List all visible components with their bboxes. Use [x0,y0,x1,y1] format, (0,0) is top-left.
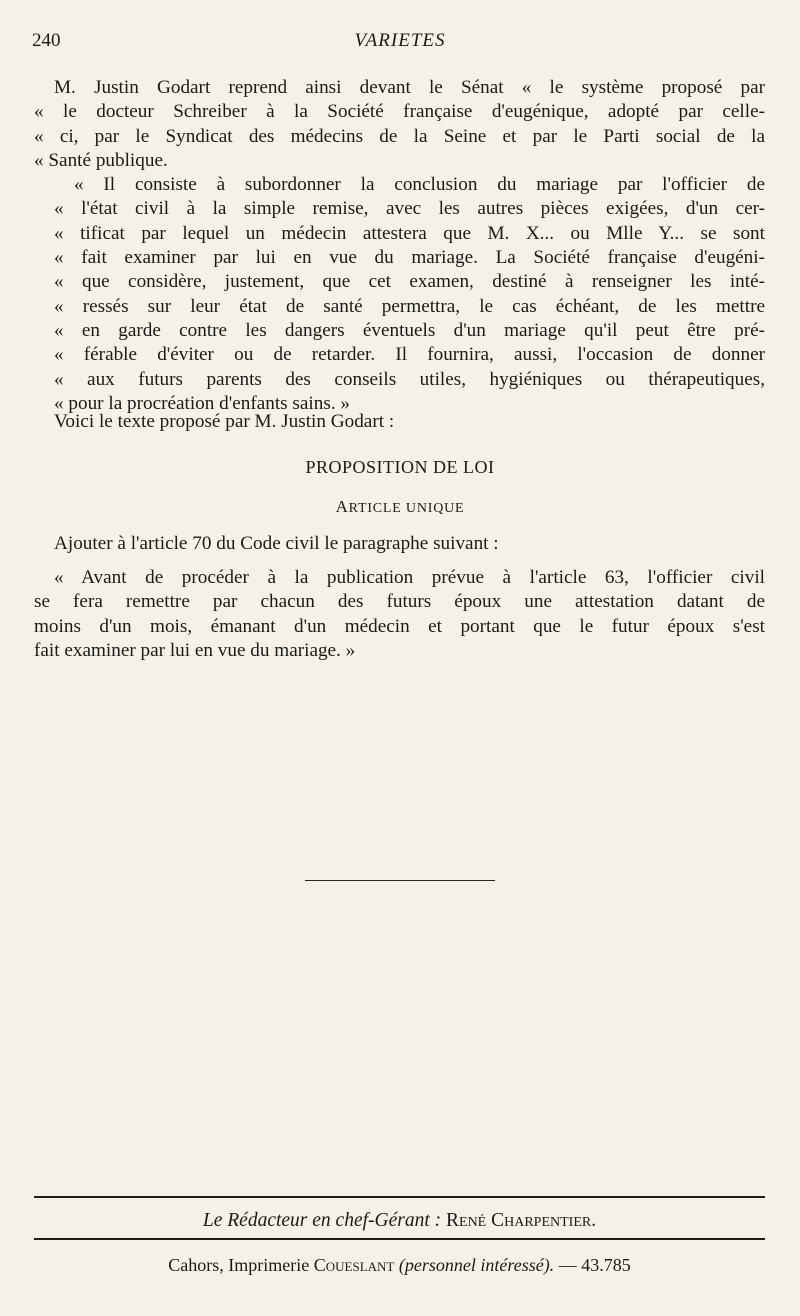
text-line: « Avant de procéder à la publication prévue à l'article 63, l'officier civil [54,567,765,588]
editor-credit [34,1210,765,1232]
paragraph-2 [34,173,765,416]
printer-name: Coueslant [313,1255,395,1275]
text-line: « le docteur Schreiber à la Société française d'eugénique, adopté par celle- [34,101,765,123]
text-line: « ci, par le Syndicat des médecins de la Seine et par le Parti social de la [34,125,765,147]
text-line: « l'état civil à la simple remise, avec les autres pièces exigées, d'un cer- [54,198,765,220]
printer-prefix: Cahors, Imprimerie [168,1255,310,1275]
text-line: « férable d'éviter ou de retarder. Il fournira, aussi, l'occasion de donner [54,344,765,366]
footer-rule-top [34,1196,765,1198]
intro-line: Voici le texte proposé par M. Justin Godart : [54,411,395,432]
text-line: « tificat par lequel un médecin attestera que M. X... ou Mlle Y... se sont [54,222,765,244]
text-line: « Il consiste à subordonner la conclusion du mariage par l'officier de [74,174,765,196]
paragraph-1 [34,76,765,173]
article-heading-initial: A [335,497,349,516]
running-title: VARIETES [354,30,446,51]
text-line: « fait examiner par lui en vue du mariage. La Société française d'eugéni- [54,247,765,269]
proposed-paragraph [34,566,765,663]
editor-label: Le Rédacteur en chef-Gérant : [202,1210,442,1231]
section-divider [305,880,495,881]
text-line: fait examiner par lui en vue du mariage. » [34,639,356,661]
text-line: moins d'un mois, émanant d'un médecin et portant que le futur époux s'est [34,615,765,637]
proposition-title: PROPOSITION DE LOI [305,457,495,477]
text-line: « que considère, justement, que cet examen, destiné à renseigner les inté- [54,271,765,293]
page-number: 240 [32,30,61,51]
editor-name: René Charpentier. [446,1210,597,1231]
article-heading [0,497,800,517]
printer-credit [34,1255,765,1276]
printer-number: — 43.785 [558,1255,631,1275]
amendment-instruction: Ajouter à l'article 70 du Code civil le paragraphe suivant : [54,533,499,554]
article-heading-rest: RTICLE UNIQUE [348,501,465,516]
printer-note: (personnel intéressé). [398,1255,555,1275]
text-line: « Santé publique. [34,149,168,171]
footer-rule-bottom [34,1238,765,1240]
text-line: « aux futurs parents des conseils utiles, hygiéniques ou thérapeutiques, [54,368,765,390]
text-line: « pour la procréation d'enfants sains. » [54,392,350,414]
text-line: se fera remettre par chacun des futurs époux une attestation datant de [34,591,765,613]
text-line: « en garde contre les dangers éventuels d'un mariage qu'il peut être pré- [54,319,765,341]
page-header [32,30,768,56]
quoted-passage [34,76,765,416]
text-line: M. Justin Godart reprend ainsi devant le Sénat « le système proposé par [54,77,765,98]
text-line: « ressés sur leur état de santé permettra, le cas échéant, de les mettre [54,295,765,317]
